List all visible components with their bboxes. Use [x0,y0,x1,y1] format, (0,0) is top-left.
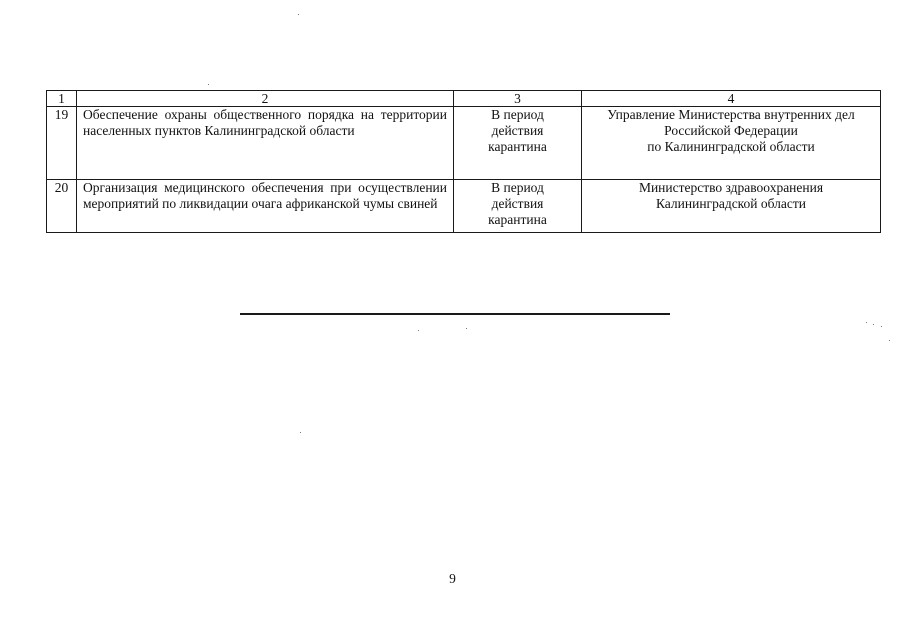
column-number-4: 4 [582,91,881,107]
column-number-3: 3 [454,91,582,107]
scan-speck [466,328,467,329]
period-line: В период [491,107,544,122]
table-row [47,107,881,180]
scan-speck [881,326,882,327]
event-period [454,107,582,180]
period-line: карантина [488,139,547,154]
responsible-body [582,107,881,180]
event-period [454,180,582,233]
responsible-line: Министерство здравоохранения [638,180,824,195]
table-row [47,180,881,233]
responsible-line: Управление Министерства внутренних дел [607,107,855,122]
row-number: 19 [47,107,77,180]
period-line: действия [491,123,544,138]
event-description: Обеспечение охраны общественного порядка на территории населенных пунктов Калининградской области [77,107,454,180]
scan-speck [889,340,890,341]
responsible-line: Российской Федерации [664,123,798,138]
column-number-2: 2 [77,91,454,107]
scan-speck [300,432,301,433]
period-line: карантина [488,212,547,227]
row-number: 20 [47,180,77,233]
responsible-line: по Калининградской области [647,139,815,154]
scan-speck [208,84,209,85]
period-line: В период [491,180,544,195]
responsible-body [582,180,881,233]
measures-table [46,90,881,233]
scan-speck [873,324,874,325]
scan-speck [866,322,867,323]
page-number: 9 [449,571,456,586]
event-description: Организация медицинского обеспечения при осуществлении мероприятий по ликвидации очага африканской чумы свиней [77,180,454,233]
responsible-line: Калининградской области [655,196,807,211]
column-number-1: 1 [47,91,77,107]
end-of-document-rule [240,313,670,315]
period-line: действия [491,196,544,211]
scan-speck [298,14,299,15]
table-header-row [47,91,881,107]
scan-speck [418,330,419,331]
